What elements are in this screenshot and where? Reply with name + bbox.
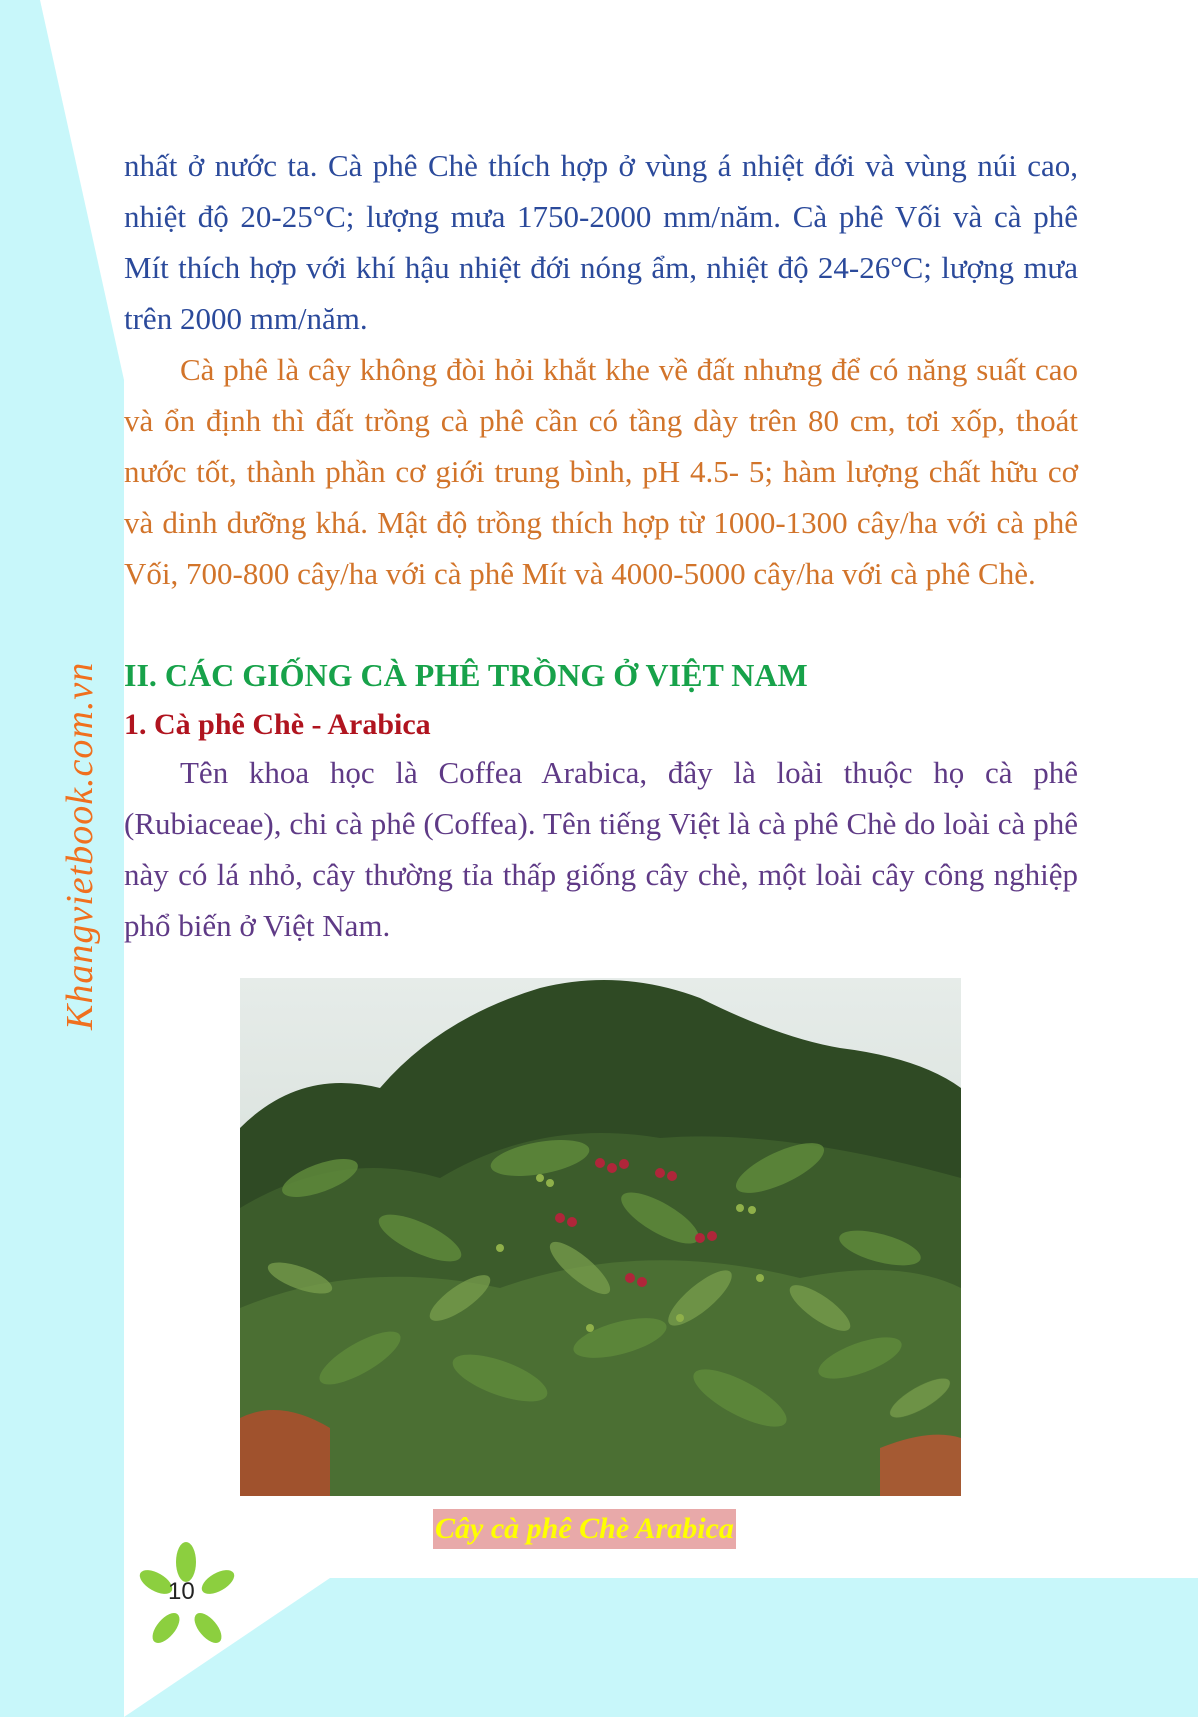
subsection-heading: 1. Cà phê Chè - Arabica xyxy=(124,708,431,741)
paragraph-climate: nhất ở nước ta. Cà phê Chè thích hợp ở vùng á nhiệt đới và vùng núi cao, nhiệt độ 20-25°C; lượng mưa 1750-2000 mm/năm. Cà phê Vối và cà phê Mít thích hợp với khí hậu nhiệt đới nóng ẩm, nhiệt độ 24-26°C; lượng mưa trên 2000 mm/năm. xyxy=(124,148,1078,336)
photo-caption: Cây cà phê Chè Arabica xyxy=(433,1509,736,1549)
page-number: 10 xyxy=(168,1578,195,1605)
coffee-plant-photo xyxy=(240,978,961,1496)
page-content xyxy=(124,140,1078,951)
paragraph-soil: Cà phê là cây không đòi hỏi khắt khe về đất nhưng để có năng suất cao và ổn định thì đất trồng cà phê cần có tầng dày trên 80 cm, tơi xốp, thoát nước tốt, thành phần cơ giới trung bình, pH 4.5- 5; hàm lượng chất hữu cơ và dinh dưỡng khá. Mật độ trồng thích hợp từ 1000-1300 cây/ha với cà phê Vối, 700-800 cây/ha với cà phê Mít và 4000-5000 cây/ha với cà phê Chè. xyxy=(124,352,1078,591)
section-heading: II. CÁC GIỐNG CÀ PHÊ TRỒNG Ở VIỆT NAM xyxy=(124,657,808,693)
watermark: Khangvietbook.com.vn xyxy=(59,661,101,1030)
paragraph-arabica: Tên khoa học là Coffea Arabica, đây là loài thuộc họ cà phê (Rubiaceae), chi cà phê (Coffea). Tên tiếng Việt là cà phê Chè do loài cà phê này có lá nhỏ, cây thường tỉa thấp giống cây chè, một loài cây công nghiệp phổ biến ở Việt Nam. xyxy=(124,755,1078,943)
